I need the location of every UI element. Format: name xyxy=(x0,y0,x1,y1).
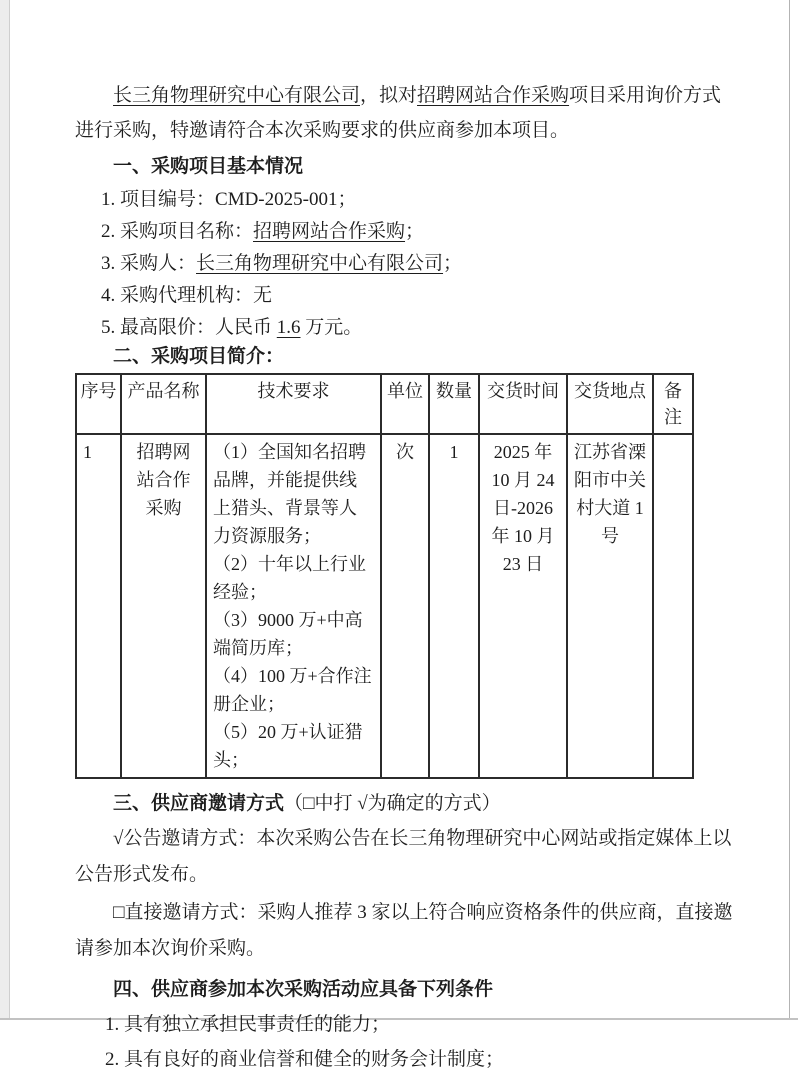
page-right-edge xyxy=(789,0,790,1020)
item-agency-label: 4. 采购代理机构： xyxy=(101,285,254,306)
unit-value: 次 xyxy=(396,442,414,462)
item-price-cap-suffix: 万元。 xyxy=(300,317,363,338)
item-agency-value: 无 xyxy=(253,285,273,306)
col-header-remark: 备注 xyxy=(653,374,693,434)
item-project-code xyxy=(101,184,737,216)
page-left-gutter xyxy=(0,0,10,1020)
tech-requirement-line: （5）20 万+认证猎头； xyxy=(213,722,363,770)
cell-delivery-time xyxy=(479,434,567,778)
project-name: 招聘网站合作采购 xyxy=(417,85,570,106)
item-purchaser-label: 3. 采购人： xyxy=(101,253,197,274)
tech-requirement-line: （4）100 万+合作注册企业； xyxy=(213,666,372,714)
item-price-cap xyxy=(101,312,737,344)
product-value: 招聘网站合作采购 xyxy=(136,442,191,518)
section-heading-project-brief: 二、采购项目简介： xyxy=(113,346,285,367)
table-row xyxy=(76,434,693,778)
buyer-name: 长三角物理研究中心有限公司 xyxy=(113,85,361,106)
seq-value: 1 xyxy=(83,442,92,462)
item-agency xyxy=(101,280,737,312)
item-price-cap-value: 1.6 xyxy=(276,317,301,338)
col-header-delivery-place: 交货地点 xyxy=(567,374,653,434)
cell-unit xyxy=(381,434,429,778)
tech-requirement-line: （2）十年以上行业经验； xyxy=(213,554,366,602)
table-header-row xyxy=(76,374,693,434)
tech-requirement-line: （1）全国知名招聘品牌，并能提供线上猎头、背景等人力资源服务； xyxy=(213,442,366,546)
item-purchaser-suffix: ； xyxy=(443,253,463,274)
qty-value: 1 xyxy=(449,442,459,462)
intro-paragraph xyxy=(75,78,737,148)
col-header-tech: 技术要求 xyxy=(206,374,381,434)
col-header-unit: 单位 xyxy=(381,374,429,434)
item-project-name-label: 2. 采购项目名称： xyxy=(101,221,254,242)
cell-remark xyxy=(653,434,693,778)
item-purchaser xyxy=(101,248,737,280)
intro-rest-text: 项目采用询价方式进行采购，特邀请符合本次采购要求的供应商参加本项目。 xyxy=(75,85,722,141)
option-direct-invite: □直接邀请方式：采购人推荐 3 家以上符合响应资格条件的供应商，直接邀请参加本次询价采购。 xyxy=(75,902,733,959)
intro-mid-text: ，拟对 xyxy=(360,85,418,106)
condition-item: 2. 具有良好的商业信誉和健全的财务会计制度； xyxy=(105,1049,505,1070)
item-project-code-value: CMD-2025-001 xyxy=(215,189,338,210)
basic-info-list xyxy=(75,184,737,344)
col-header-delivery-time: 交货时间 xyxy=(479,374,567,434)
project-brief-table xyxy=(75,373,694,779)
cell-qty xyxy=(429,434,479,778)
tech-requirement-line: （3）9000 万+中高端简历库； xyxy=(213,610,363,658)
supplier-conditions-list xyxy=(75,1007,737,1077)
item-project-code-suffix: ； xyxy=(337,189,357,210)
col-header-seq: 序号 xyxy=(76,374,121,434)
invitation-heading-note: （□中打 √为确定的方式） xyxy=(284,793,501,814)
cell-tech xyxy=(206,434,381,778)
item-project-name xyxy=(101,216,737,248)
section-heading-invitation xyxy=(75,789,737,819)
item-project-code-label: 1. 项目编号： xyxy=(101,189,216,210)
item-project-name-value: 招聘网站合作采购 xyxy=(253,221,406,242)
cell-product xyxy=(121,434,206,778)
col-header-qty: 数量 xyxy=(429,374,479,434)
item-purchaser-value: 长三角物理研究中心有限公司 xyxy=(196,253,444,274)
invitation-heading-bold: 三、供应商邀请方式 xyxy=(113,793,285,814)
item-project-name-suffix: ； xyxy=(405,221,425,242)
section-heading-basic-info: 一、采购项目基本情况 xyxy=(113,156,304,177)
item-price-cap-label: 5. 最高限价：人民币 xyxy=(101,317,277,338)
cell-delivery-place xyxy=(567,434,653,778)
condition-item: 1. 具有独立承担民事责任的能力； xyxy=(105,1014,391,1035)
col-header-product: 产品名称 xyxy=(121,374,206,434)
delivery-place-value: 江苏省溧阳市中关村大道 1 号 xyxy=(574,442,646,546)
section-heading-supplier-conditions: 四、供应商参加本次采购活动应具备下列条件 xyxy=(113,979,494,1000)
document-content xyxy=(75,78,737,1077)
cell-seq xyxy=(76,434,121,778)
delivery-time-value: 2025 年 10 月 24 日-2026 年 10 月 23 日 xyxy=(491,442,555,574)
option-announcement: √公告邀请方式：本次采购公告在长三角物理研究中心网站或指定媒体上以公告形式发布。 xyxy=(75,828,732,885)
